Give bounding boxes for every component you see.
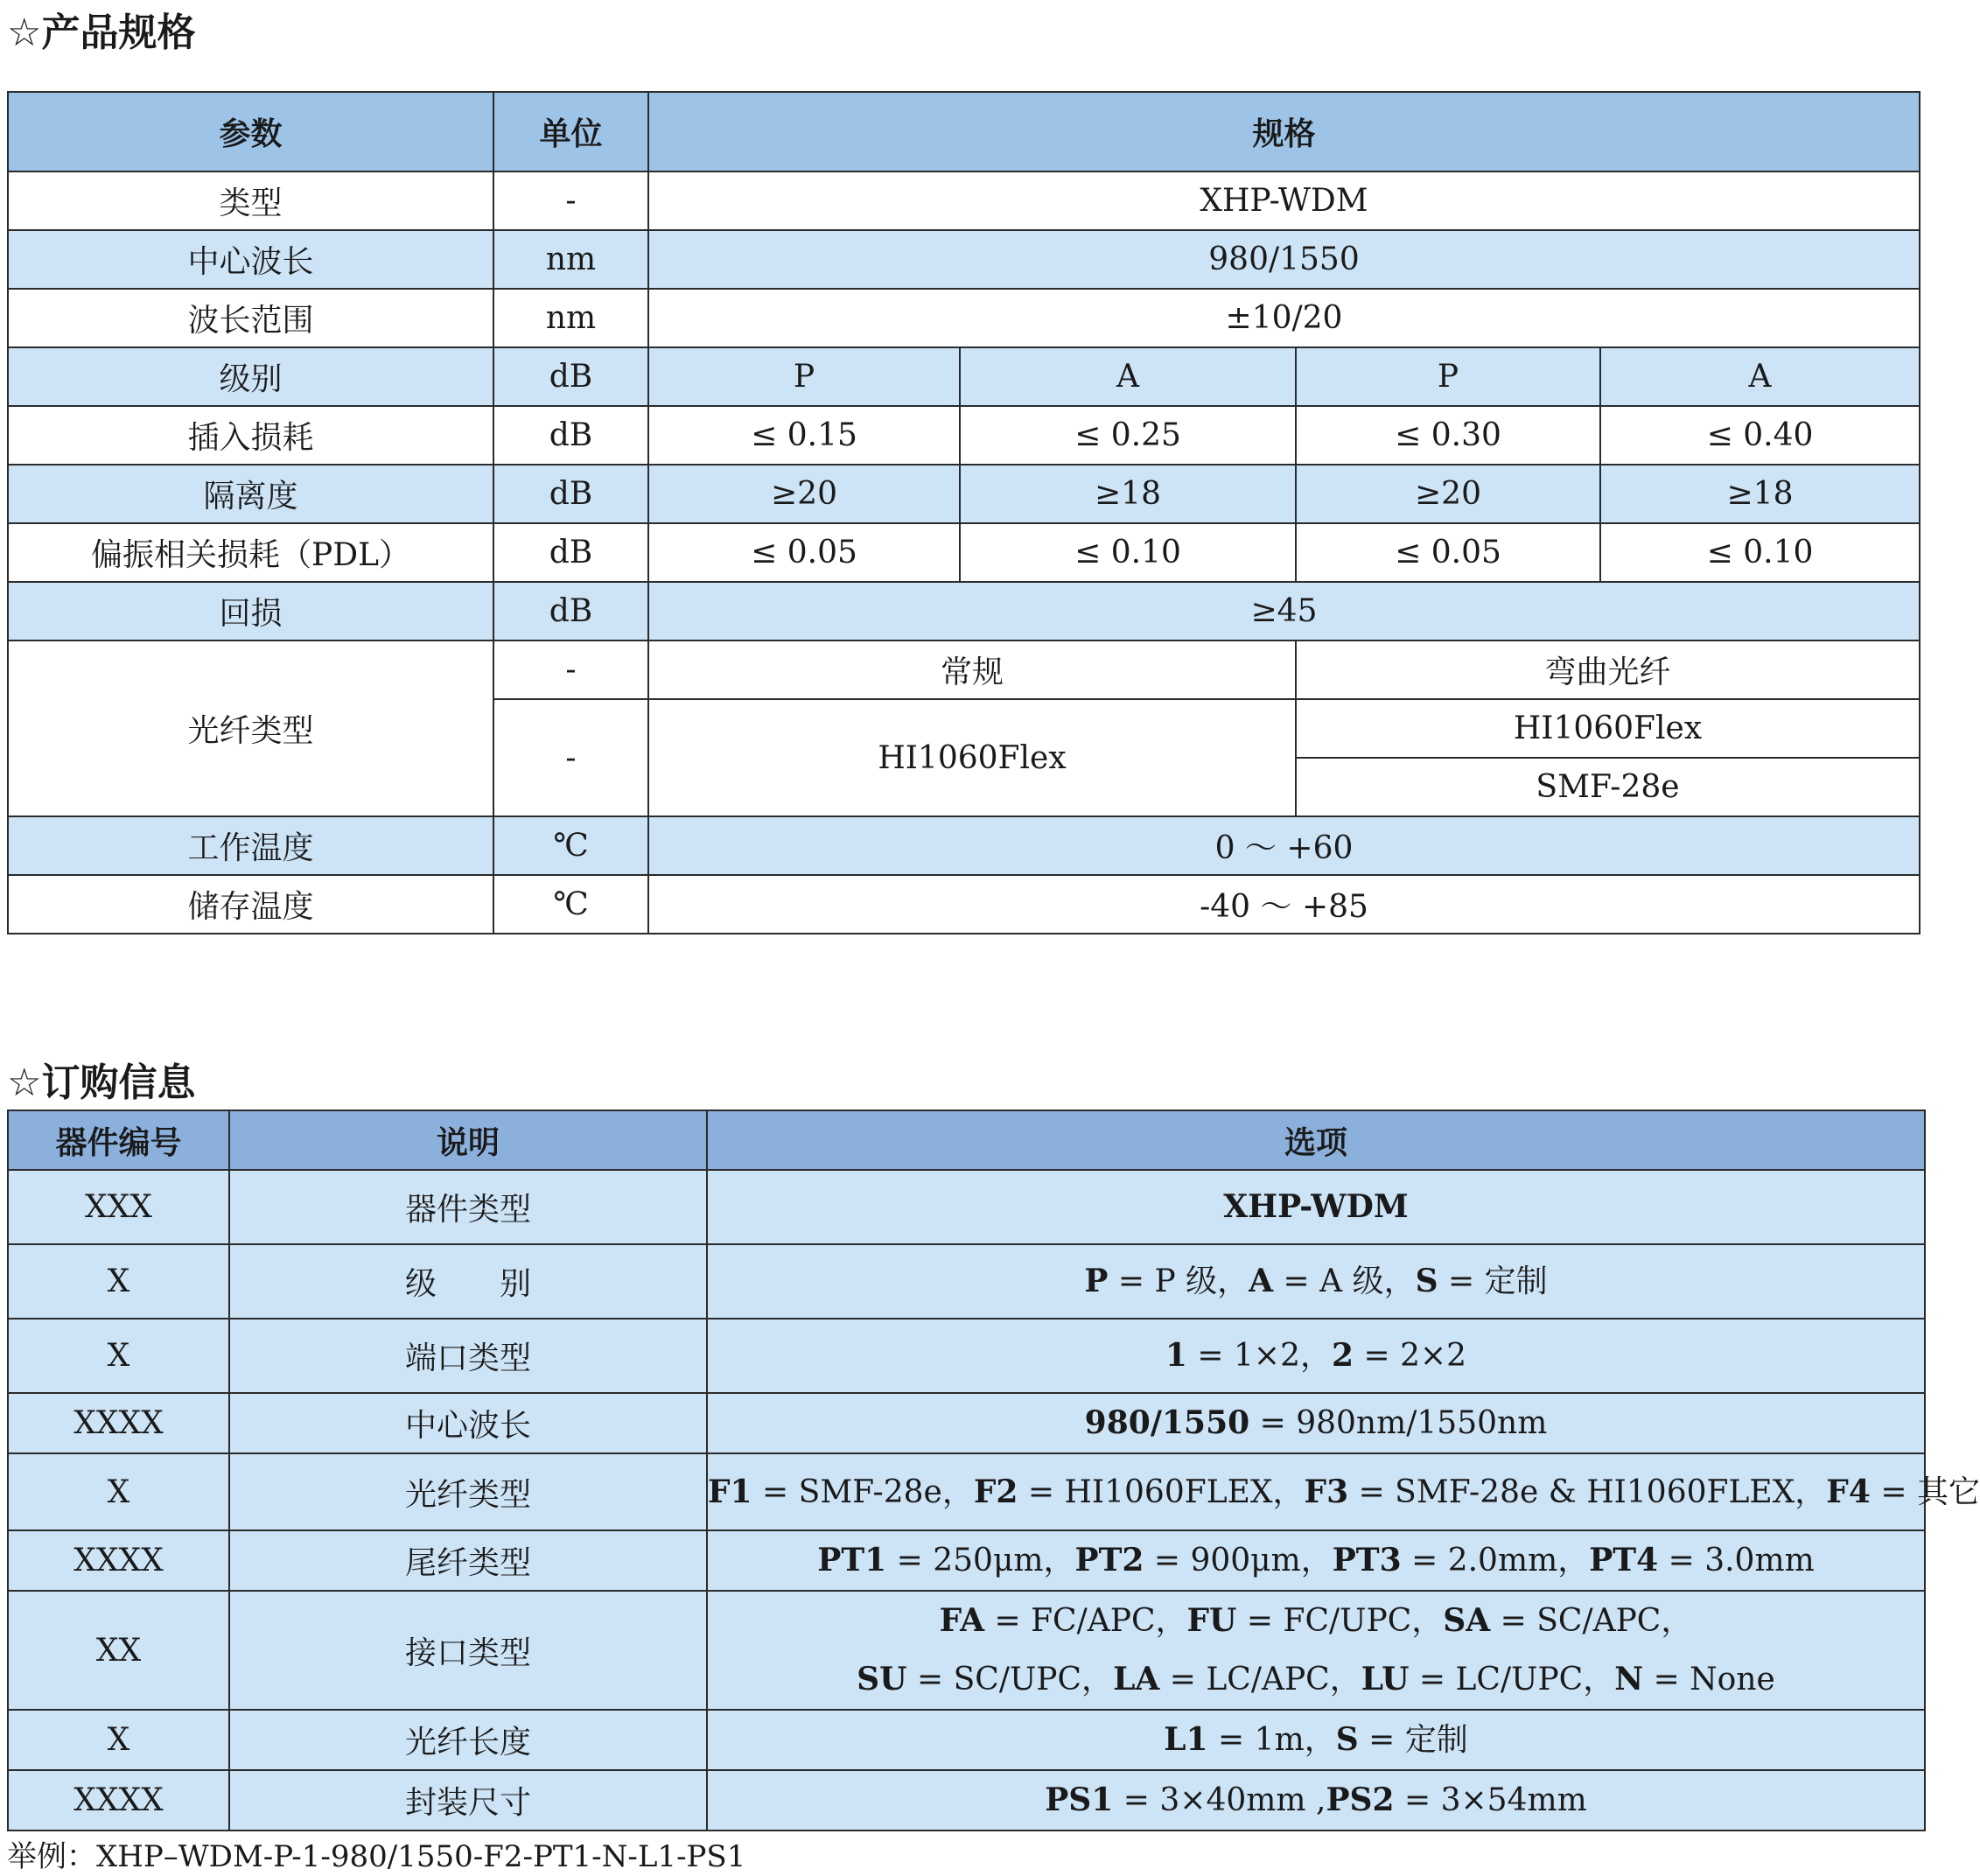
option-code: PT4	[1589, 1542, 1659, 1578]
spec-row-isolation	[8, 465, 1920, 523]
spec-value: ≤ 0.10	[960, 523, 1296, 582]
spec-value: A	[1600, 347, 1920, 406]
part-code: XXX	[8, 1170, 229, 1244]
option-code: P	[1084, 1263, 1109, 1299]
spec-row-storage-temp	[8, 875, 1920, 934]
option-code: L1	[1164, 1721, 1208, 1758]
order-row	[8, 1244, 1925, 1319]
param-label: 偏振相关损耗（PDL）	[8, 523, 493, 582]
spec-value: ≤ 0.40	[1600, 406, 1920, 465]
spec-row-operating-temp	[8, 816, 1920, 875]
header-parameter: 参数	[8, 92, 493, 172]
option-value: = 其它	[1870, 1474, 1980, 1510]
option-line	[708, 1394, 1924, 1452]
option-value: = LC/UPC，	[1409, 1662, 1615, 1698]
option-value: = HI1060FLEX，	[1018, 1474, 1305, 1510]
spec-row-fiber-type	[8, 640, 1920, 699]
option-code: 980/1550	[1084, 1404, 1250, 1441]
spec-header-row	[8, 92, 1920, 172]
option-value: = 3×54mm	[1394, 1782, 1587, 1818]
option-code: FU	[1186, 1602, 1237, 1639]
spec-value: ≥20	[1296, 465, 1600, 523]
option-code: PT3	[1332, 1542, 1402, 1578]
param-label: 插入损耗	[8, 406, 493, 465]
order-table	[7, 1110, 1980, 1831]
option-code: F3	[1304, 1473, 1349, 1510]
option-code: S	[1335, 1721, 1359, 1758]
spec-row-return-loss	[8, 582, 1920, 640]
option-code: PS2	[1326, 1782, 1395, 1818]
option-value: = 2.0mm，	[1401, 1543, 1590, 1578]
header-spec: 规格	[648, 92, 1920, 172]
spec-value: ≥45	[648, 582, 1920, 640]
order-row	[8, 1530, 1925, 1591]
option-code: LA	[1113, 1661, 1160, 1698]
spec-value: ≤ 0.05	[1296, 523, 1600, 582]
order-example: 举例：XHP–WDM-P-1-980/1550-F2-PT1-N-L1-PS1	[7, 1839, 746, 1874]
spec-value: -40 ～ +85	[648, 875, 1920, 934]
spec-value: ≤ 0.10	[1600, 523, 1920, 582]
spec-value: 980/1550	[648, 230, 1920, 289]
option-value: = SMF-28e，	[752, 1474, 974, 1510]
part-code: XX	[8, 1591, 229, 1710]
order-row	[8, 1770, 1925, 1830]
option-value: = None	[1643, 1662, 1775, 1698]
option-value: = SMF-28e & HI1060FLEX，	[1348, 1474, 1827, 1510]
option-code: LU	[1361, 1661, 1410, 1698]
option-code: PT2	[1074, 1542, 1144, 1578]
option-line	[708, 1178, 1924, 1236]
option-value: = 1m，	[1207, 1722, 1336, 1758]
option-value: = 3×40mm ,	[1113, 1782, 1326, 1818]
option-value: = P 级，	[1108, 1264, 1249, 1299]
unit-value: dB	[493, 523, 648, 582]
option-code: PS1	[1045, 1782, 1114, 1818]
option-code: A	[1249, 1263, 1274, 1299]
param-label: 级别	[8, 347, 493, 406]
param-label: 储存温度	[8, 875, 493, 934]
fiber-bend-value: HI1060Flex	[1296, 699, 1920, 758]
order-row	[8, 1393, 1925, 1453]
part-code: XXXX	[8, 1530, 229, 1591]
spec-value: ≥18	[960, 465, 1296, 523]
option-code: XHP-WDM	[1223, 1188, 1409, 1225]
part-description: 端口类型	[229, 1319, 707, 1393]
unit-value: dB	[493, 406, 648, 465]
option-value: = FC/APC，	[984, 1603, 1187, 1639]
spec-value: ≤ 0.15	[648, 406, 960, 465]
spec-section-title: ☆产品规格	[7, 10, 196, 55]
spec-table	[7, 91, 1921, 934]
option-value: = LC/APC，	[1159, 1662, 1361, 1698]
part-options	[707, 1530, 1925, 1591]
fiber-bend-value: SMF-28e	[1296, 758, 1920, 816]
unit-value: dB	[493, 465, 648, 523]
part-options	[707, 1453, 1980, 1530]
spec-row-pdl	[8, 523, 1920, 582]
option-line	[708, 1592, 1924, 1650]
param-label: 隔离度	[8, 465, 493, 523]
spec-row-grade	[8, 347, 1920, 406]
spec-value: P	[648, 347, 960, 406]
order-header-row	[8, 1110, 1925, 1170]
spec-value: ≥18	[1600, 465, 1920, 523]
option-value: = 定制	[1358, 1722, 1468, 1758]
option-value: = 250μm，	[886, 1543, 1075, 1578]
option-code: SA	[1443, 1602, 1491, 1639]
order-body	[8, 1170, 1980, 1830]
option-line	[708, 1252, 1924, 1311]
option-line	[708, 1711, 1924, 1769]
option-value: = 900μm，	[1144, 1543, 1333, 1578]
spec-value: ≥20	[648, 465, 960, 523]
option-code: F4	[1826, 1473, 1871, 1510]
option-value: = 2×2	[1354, 1338, 1467, 1374]
order-row	[8, 1319, 1925, 1393]
option-code: SU	[857, 1661, 907, 1698]
part-code: XXXX	[8, 1393, 229, 1453]
order-section-title: ☆订购信息	[7, 1060, 196, 1105]
spec-row-insertion-loss	[8, 406, 1920, 465]
part-description: 接口类型	[229, 1591, 707, 1710]
spec-value: ≤ 0.25	[960, 406, 1296, 465]
option-line	[708, 1463, 1980, 1522]
part-code: X	[8, 1710, 229, 1770]
spec-value: ±10/20	[648, 289, 1920, 347]
order-row	[8, 1591, 1925, 1710]
spec-value: 0 ～ +60	[648, 816, 1920, 875]
fiber-regular-label: 常规	[648, 640, 1296, 699]
header-options: 选项	[707, 1110, 1925, 1170]
order-row	[8, 1170, 1925, 1244]
unit-value: nm	[493, 230, 648, 289]
part-options	[707, 1710, 1925, 1770]
option-code: F1	[708, 1473, 752, 1510]
part-description: 器件类型	[229, 1170, 707, 1244]
option-code: PT1	[817, 1542, 887, 1578]
unit-value: nm	[493, 289, 648, 347]
option-line	[708, 1531, 1924, 1590]
header-description: 说明	[229, 1110, 707, 1170]
part-code: XXXX	[8, 1770, 229, 1830]
spec-value: P	[1296, 347, 1600, 406]
part-description: 光纤类型	[229, 1453, 707, 1530]
spec-row-center-wavelength	[8, 230, 1920, 289]
option-line	[708, 1326, 1924, 1385]
part-options	[707, 1591, 1925, 1710]
part-options	[707, 1393, 1925, 1453]
param-label: 工作温度	[8, 816, 493, 875]
part-description: 尾纤类型	[229, 1530, 707, 1591]
option-code: S	[1415, 1263, 1438, 1299]
spec-value: XHP-WDM	[648, 172, 1920, 230]
option-code: 1	[1165, 1337, 1187, 1374]
part-code: X	[8, 1453, 229, 1530]
fiber-bend-label: 弯曲光纤	[1296, 640, 1920, 699]
unit-value: -	[493, 172, 648, 230]
spec-value: ≤ 0.05	[648, 523, 960, 582]
param-label: 中心波长	[8, 230, 493, 289]
part-description: 中心波长	[229, 1393, 707, 1453]
spec-value: A	[960, 347, 1296, 406]
option-value: = SC/APC，	[1490, 1603, 1693, 1639]
param-label: 回损	[8, 582, 493, 640]
unit-value: ℃	[493, 875, 648, 934]
order-row	[8, 1453, 1925, 1530]
part-description: 级 别	[229, 1244, 707, 1319]
option-code: 2	[1332, 1337, 1354, 1374]
option-value: = 定制	[1438, 1264, 1548, 1299]
header-unit: 单位	[493, 92, 648, 172]
unit-value: -	[493, 640, 648, 699]
part-options	[707, 1244, 1925, 1319]
param-label: 光纤类型	[8, 640, 493, 816]
option-value: = SC/UPC，	[906, 1662, 1114, 1698]
header-part-code: 器件编号	[8, 1110, 229, 1170]
unit-value: dB	[493, 347, 648, 406]
part-options	[707, 1770, 1925, 1830]
option-line	[708, 1771, 1924, 1830]
unit-value: -	[493, 699, 648, 816]
part-options	[707, 1170, 1925, 1244]
part-code: X	[8, 1244, 229, 1319]
option-value: = 3.0mm	[1658, 1543, 1815, 1578]
spec-row-wavelength-range	[8, 289, 1920, 347]
spec-row-type	[8, 172, 1920, 230]
option-value: = FC/UPC，	[1236, 1603, 1444, 1639]
option-line	[708, 1650, 1924, 1709]
part-description: 光纤长度	[229, 1710, 707, 1770]
option-value: = 980nm/1550nm	[1249, 1405, 1548, 1441]
param-label: 波长范围	[8, 289, 493, 347]
unit-value: ℃	[493, 816, 648, 875]
part-description: 封装尺寸	[229, 1770, 707, 1830]
unit-value: dB	[493, 582, 648, 640]
option-code: F2	[973, 1473, 1018, 1510]
param-label: 类型	[8, 172, 493, 230]
fiber-regular-value: HI1060Flex	[648, 699, 1296, 816]
part-options	[707, 1319, 1925, 1393]
part-code: X	[8, 1319, 229, 1393]
option-code: N	[1614, 1661, 1644, 1698]
order-row	[8, 1710, 1925, 1770]
option-code: FA	[939, 1602, 985, 1639]
option-value: = 1×2，	[1186, 1338, 1332, 1374]
option-value: = A 级，	[1273, 1264, 1416, 1299]
spec-value: ≤ 0.30	[1296, 406, 1600, 465]
